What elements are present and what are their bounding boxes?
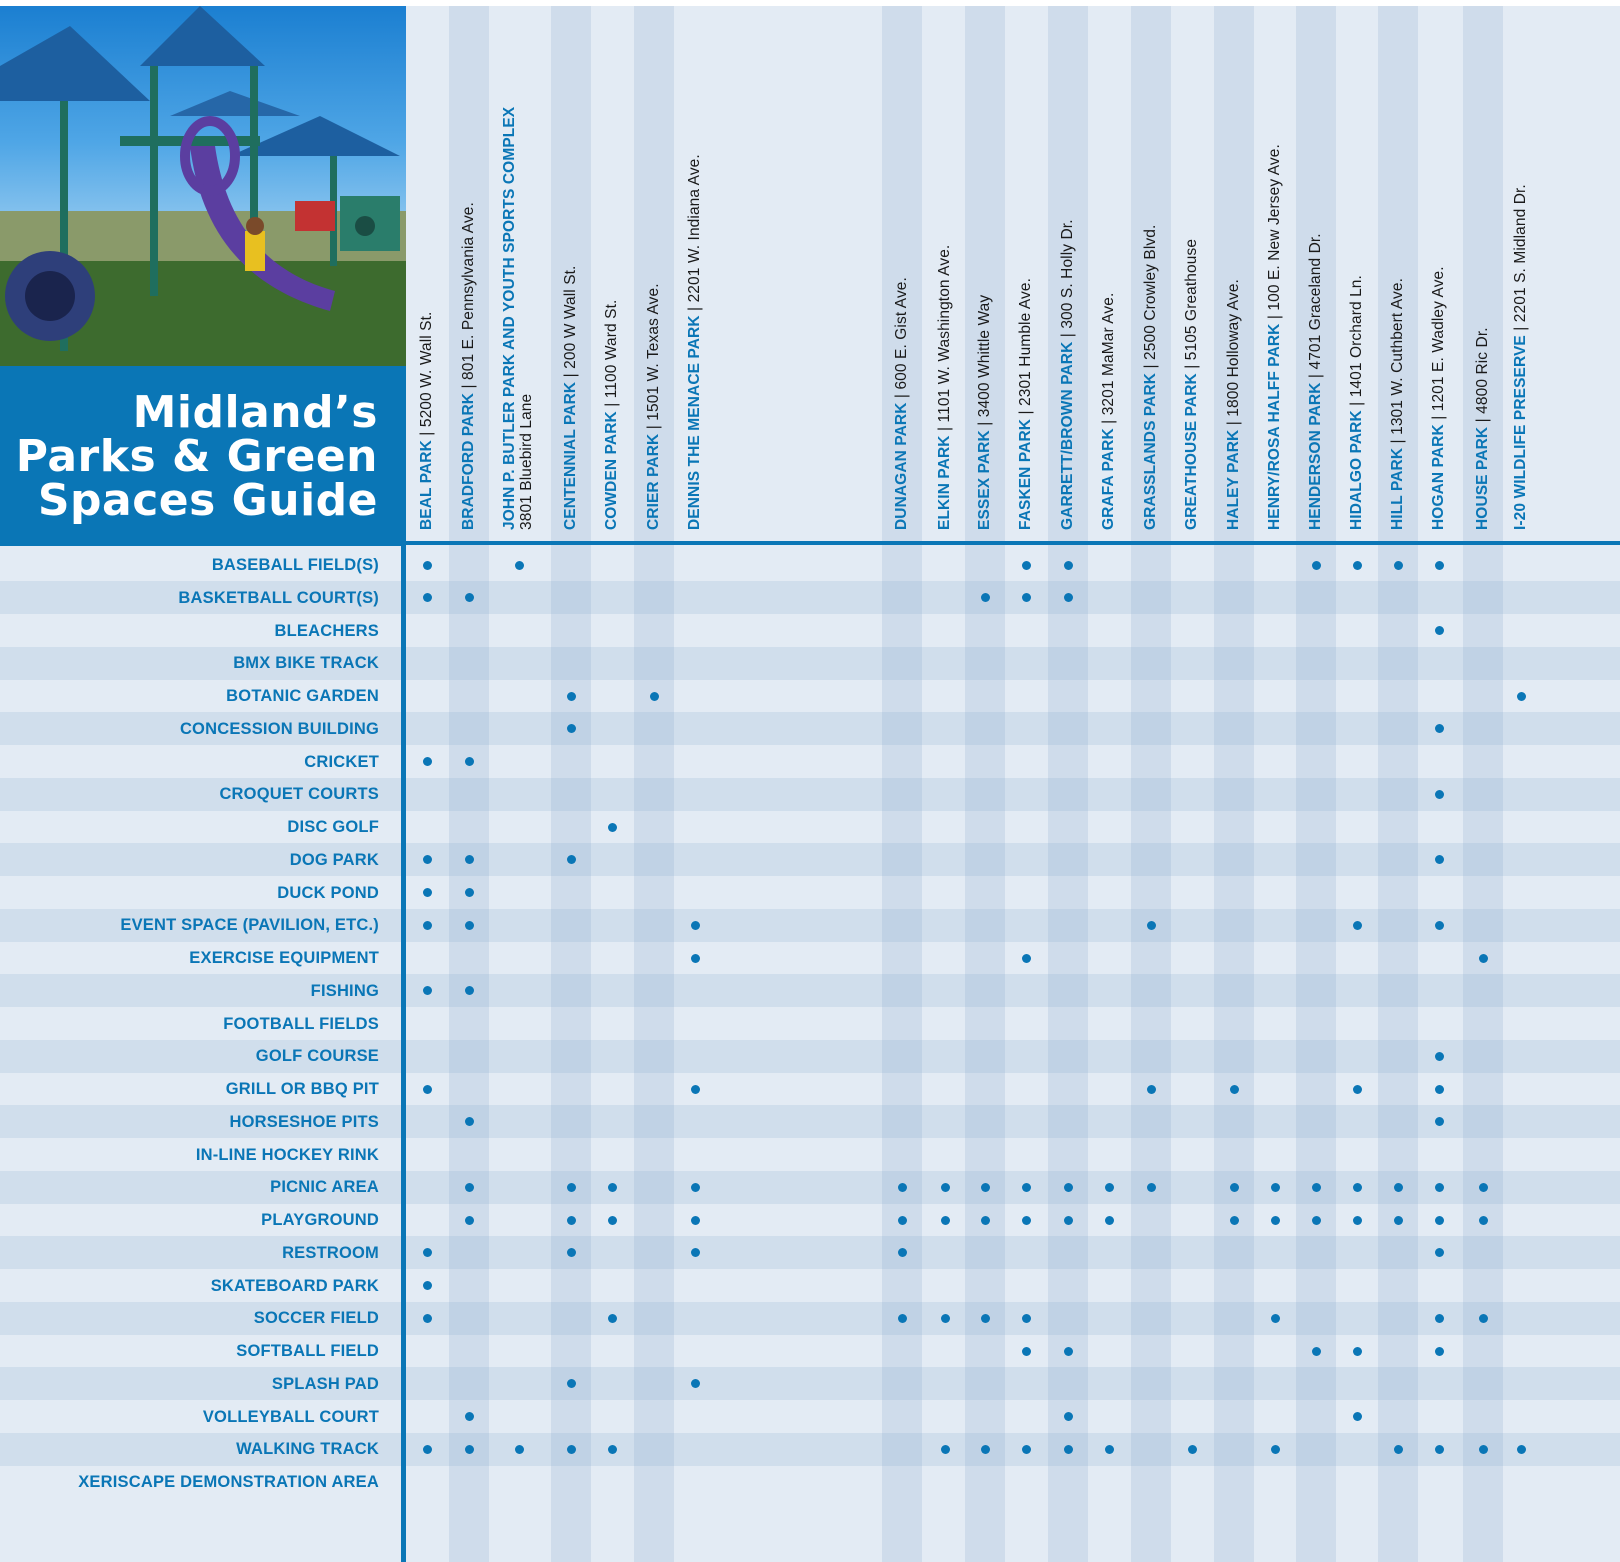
row-band	[0, 974, 1620, 1007]
availability-dot	[567, 1216, 576, 1225]
availability-dot	[941, 1314, 950, 1323]
park-separator: |	[936, 422, 953, 436]
availability-dot	[1022, 1347, 1031, 1356]
park-header	[686, 154, 703, 530]
availability-dot	[567, 692, 576, 701]
feature-label: BOTANIC GARDEN	[226, 687, 379, 705]
availability-dot	[423, 921, 432, 930]
header-divider	[402, 541, 1620, 545]
availability-dot	[691, 1085, 700, 1094]
park-name: HENDERSON PARK	[1307, 382, 1324, 530]
park-separator: |	[1307, 369, 1324, 383]
feature-label: HORSESHOE PITS	[229, 1112, 379, 1131]
park-separator: |	[1348, 397, 1365, 411]
availability-dot	[1022, 1183, 1031, 1192]
availability-dot	[423, 1445, 432, 1454]
availability-dot	[423, 757, 432, 766]
feature-label: FISHING	[310, 981, 379, 1000]
park-name: GARRETT/BROWN PARK	[1059, 341, 1076, 530]
feature-label: XERISCAPE DEMONSTRATION AREA	[78, 1473, 379, 1491]
availability-dot	[1435, 1445, 1444, 1454]
availability-dot	[465, 888, 474, 897]
availability-dot	[1271, 1445, 1280, 1454]
park-name: I-20 WILDLIFE PRESERVE	[1512, 335, 1529, 530]
availability-dot	[691, 954, 700, 963]
availability-dot	[1435, 855, 1444, 864]
availability-dot	[1312, 1347, 1321, 1356]
availability-dot	[650, 692, 659, 701]
park-header	[1512, 184, 1529, 530]
availability-dot	[1022, 1216, 1031, 1225]
availability-dot	[423, 593, 432, 602]
availability-dot	[1435, 1248, 1444, 1257]
feature-label: VOLLEYBALL COURT	[202, 1407, 379, 1426]
park-name: GREATHOUSE PARK	[1183, 373, 1200, 530]
park-name: HILL PARK	[1389, 447, 1406, 530]
availability-dot	[1147, 1183, 1156, 1192]
availability-dot	[1022, 1314, 1031, 1323]
park-name: HALEY PARK	[1225, 429, 1242, 530]
park-name: FASKEN PARK	[1017, 418, 1034, 530]
park-address: 300 S. Holly Dr.	[1059, 219, 1076, 329]
park-name: BRADFORD PARK	[460, 392, 477, 530]
availability-dot	[691, 921, 700, 930]
availability-dot	[1105, 1183, 1114, 1192]
availability-dot	[1394, 1183, 1403, 1192]
availability-dot	[1435, 1052, 1444, 1061]
availability-dot	[1353, 1216, 1362, 1225]
feature-label: GRILL OR BBQ PIT	[225, 1080, 379, 1098]
availability-dot	[981, 1314, 990, 1323]
availability-dot	[1394, 561, 1403, 570]
feature-label: SOFTBALL FIELD	[236, 1342, 379, 1360]
availability-dot	[423, 1085, 432, 1094]
availability-dot	[465, 593, 474, 602]
park-address: 2301 Humble Ave.	[1017, 278, 1034, 406]
guide-title-box	[0, 366, 406, 546]
park-name: JOHN P. BUTLER PARK AND YOUTH SPORTS COMPLEX	[501, 106, 518, 530]
park-name: BEAL PARK	[418, 440, 435, 530]
feature-label: BASEBALL FIELD(S)	[211, 556, 379, 574]
availability-dot	[1353, 921, 1362, 930]
availability-dot	[1394, 1216, 1403, 1225]
feature-label: DOG PARK	[289, 850, 379, 869]
availability-dot	[1105, 1216, 1114, 1225]
availability-dot	[1064, 1183, 1073, 1192]
availability-dot	[1064, 1216, 1073, 1225]
park-header	[1059, 219, 1076, 530]
availability-dot	[423, 855, 432, 864]
availability-dot	[608, 1445, 617, 1454]
availability-dot	[1022, 561, 1031, 570]
availability-dot	[567, 855, 576, 864]
availability-dot	[465, 757, 474, 766]
availability-dot	[1353, 561, 1362, 570]
row-band	[0, 1040, 1620, 1073]
availability-dot	[1064, 1445, 1073, 1454]
availability-dot	[1230, 1085, 1239, 1094]
park-address: 1101 W. Washington Ave.	[936, 244, 953, 423]
availability-dot	[567, 724, 576, 733]
availability-dot	[567, 1445, 576, 1454]
availability-dot	[1435, 724, 1444, 733]
availability-dot	[1147, 921, 1156, 930]
park-separator: |	[460, 379, 477, 393]
park-address: 1800 Holloway Ave.	[1225, 279, 1242, 417]
park-header	[936, 245, 953, 530]
availability-dot	[1479, 1314, 1488, 1323]
park-header	[645, 283, 662, 530]
availability-dot	[1064, 1412, 1073, 1421]
availability-dot	[1271, 1216, 1280, 1225]
availability-dot	[1022, 1445, 1031, 1454]
availability-dot	[1064, 561, 1073, 570]
park-header	[1348, 275, 1365, 530]
availability-dot	[1479, 1183, 1488, 1192]
row-band	[0, 1302, 1620, 1335]
park-name: DUNAGAN PARK	[893, 402, 910, 530]
park-address: 1501 W. Texas Ave.	[645, 283, 662, 421]
availability-dot	[465, 1117, 474, 1126]
park-name: DENNIS THE MENACE PARK	[686, 315, 703, 530]
park-name: GRAFA PARK	[1100, 428, 1117, 530]
availability-dot	[1353, 1085, 1362, 1094]
availability-dot	[1435, 626, 1444, 635]
feature-label: SKATEBOARD PARK	[210, 1276, 379, 1295]
park-address: 2201 W. Indiana Ave.	[686, 154, 703, 303]
availability-dot	[423, 1248, 432, 1257]
park-header	[1225, 279, 1242, 530]
park-header	[1183, 239, 1200, 530]
park-header	[893, 277, 910, 530]
availability-dot	[981, 1445, 990, 1454]
row-band	[0, 1367, 1620, 1400]
availability-dot	[1230, 1216, 1239, 1225]
title-line-2: Parks & Green	[15, 431, 378, 482]
availability-dot	[608, 1216, 617, 1225]
park-header	[460, 202, 477, 530]
availability-dot	[898, 1216, 907, 1225]
park-name: GRASSLANDS PARK	[1142, 372, 1159, 530]
park-name: HOGAN PARK	[1430, 424, 1447, 530]
park-address: 1401 Orchard Ln.	[1348, 275, 1365, 398]
availability-dot	[1353, 1347, 1362, 1356]
park-header	[418, 312, 435, 530]
availability-dot	[567, 1248, 576, 1257]
availability-dot	[465, 986, 474, 995]
availability-dot	[465, 1216, 474, 1225]
availability-dot	[1353, 1412, 1362, 1421]
feature-label: SPLASH PAD	[271, 1374, 379, 1393]
park-header	[1017, 278, 1034, 530]
feature-label: PICNIC AREA	[270, 1178, 379, 1197]
park-name: COWDEN PARK	[603, 411, 620, 530]
park-address: 100 E. New Jersey Ave.	[1266, 144, 1283, 311]
park-name: HENRY/ROSA HALFF PARK	[1266, 323, 1283, 530]
park-address: 3801 Bluebird Lane	[518, 393, 535, 530]
availability-dot	[423, 986, 432, 995]
availability-dot	[981, 593, 990, 602]
availability-dot	[898, 1248, 907, 1257]
availability-dot	[1517, 692, 1526, 701]
park-separator: |	[1183, 360, 1200, 374]
park-header	[1100, 293, 1117, 530]
availability-dot	[941, 1183, 950, 1192]
park-address: 2500 Crowley Blvd.	[1142, 224, 1159, 360]
availability-dot	[941, 1445, 950, 1454]
park-address: 5105 Greathouse	[1183, 238, 1200, 361]
availability-dot	[1353, 1183, 1362, 1192]
availability-dot	[1312, 1183, 1321, 1192]
park-separator: |	[1142, 359, 1159, 373]
availability-dot	[981, 1183, 990, 1192]
availability-dot	[608, 1183, 617, 1192]
feature-label: GOLF COURSE	[255, 1047, 379, 1066]
availability-dot	[981, 1216, 990, 1225]
park-separator: |	[686, 302, 703, 316]
park-header	[976, 295, 993, 530]
park-separator: |	[645, 420, 662, 434]
availability-dot	[1312, 1216, 1321, 1225]
feature-label: SOCCER FIELD	[253, 1309, 379, 1328]
playground-photo	[0, 6, 406, 366]
availability-dot	[1022, 593, 1031, 602]
availability-dot	[1435, 1347, 1444, 1356]
park-header	[603, 300, 620, 530]
availability-dot	[1435, 1183, 1444, 1192]
availability-dot	[567, 1183, 576, 1192]
feature-label: BMX BIKE TRACK	[233, 654, 379, 673]
title-line-1: Midland’s	[132, 387, 378, 438]
park-address: 200 W Wall St.	[562, 265, 579, 369]
feature-label: IN-LINE HOCKEY RINK	[195, 1145, 379, 1164]
availability-dot	[691, 1248, 700, 1257]
label-divider	[401, 546, 406, 1562]
availability-dot	[465, 1412, 474, 1421]
feature-label: WALKING TRACK	[236, 1440, 379, 1459]
park-separator: |	[1389, 434, 1406, 448]
playground-illustration	[0, 6, 406, 366]
park-separator: |	[418, 427, 435, 441]
park-header	[1389, 278, 1406, 530]
feature-label: CRICKET	[304, 752, 379, 771]
park-name: HOUSE PARK	[1474, 426, 1491, 530]
park-address: 2201 S. Midland Dr.	[1512, 184, 1529, 323]
park-address: 3400 Whittle Way	[976, 294, 993, 418]
availability-dot	[1147, 1085, 1156, 1094]
availability-dot	[1479, 954, 1488, 963]
park-separator: |	[1512, 322, 1529, 336]
availability-dot	[1435, 1085, 1444, 1094]
park-address: 4800 Ric Dr.	[1474, 327, 1491, 414]
park-address: 1100 Ward St.	[603, 299, 620, 399]
feature-label: FOOTBALL FIELDS	[223, 1014, 379, 1033]
park-separator: |	[1017, 406, 1034, 419]
availability-dot	[691, 1379, 700, 1388]
feature-label: RESTROOM	[282, 1243, 379, 1262]
availability-dot	[515, 561, 524, 570]
availability-dot	[1435, 1216, 1444, 1225]
feature-label: EVENT SPACE (PAVILION, ETC.)	[120, 916, 379, 935]
availability-dot	[1435, 921, 1444, 930]
title-line-3: Spaces Guide	[37, 475, 378, 526]
availability-dot	[691, 1216, 700, 1225]
feature-label: DISC GOLF	[287, 818, 379, 836]
availability-dot	[423, 561, 432, 570]
feature-label: DUCK POND	[277, 883, 379, 902]
park-address: 1301 W. Cuthbert Ave.	[1389, 277, 1406, 435]
feature-label: BASKETBALL COURT(S)	[178, 588, 379, 607]
park-name: CRIER PARK	[645, 433, 662, 530]
park-name: CENTENNIAL PARK	[562, 381, 579, 530]
feature-label: CROQUET COURTS	[219, 785, 379, 804]
availability-dot	[1479, 1216, 1488, 1225]
park-header	[1307, 233, 1324, 530]
park-address: 801 E. Pennsylvania Ave.	[460, 202, 477, 380]
row-band	[0, 1171, 1620, 1204]
park-header	[1430, 266, 1447, 530]
availability-dot	[1271, 1314, 1280, 1323]
availability-dot	[898, 1314, 907, 1323]
availability-dot	[1022, 954, 1031, 963]
availability-dot	[608, 823, 617, 832]
park-header	[1474, 327, 1491, 530]
park-address: 5200 W. Wall St.	[418, 311, 435, 428]
availability-dot	[465, 1183, 474, 1192]
availability-dot	[1479, 1445, 1488, 1454]
availability-dot	[515, 1445, 524, 1454]
availability-dot	[423, 1314, 432, 1323]
park-address: 4701 Graceland Dr.	[1307, 233, 1324, 370]
availability-dot	[1230, 1183, 1239, 1192]
park-separator: |	[893, 389, 910, 403]
availability-dot	[1394, 1445, 1403, 1454]
availability-dot	[1064, 1347, 1073, 1356]
availability-dot	[608, 1314, 617, 1323]
park-separator: |	[603, 398, 620, 412]
feature-label: CONCESSION BUILDING	[179, 719, 379, 738]
feature-label: BLEACHERS	[274, 621, 379, 640]
availability-dot	[465, 1445, 474, 1454]
park-name: ESSEX PARK	[976, 430, 993, 530]
availability-dot	[1312, 561, 1321, 570]
availability-dot	[567, 1379, 576, 1388]
availability-dot	[941, 1216, 950, 1225]
park-address: 600 E. Gist Ave.	[893, 277, 910, 390]
availability-dot	[1188, 1445, 1197, 1454]
park-address: 3201 MaMar Ave.	[1100, 292, 1117, 416]
availability-dot	[1435, 1117, 1444, 1126]
availability-dot	[898, 1183, 907, 1192]
availability-dot	[465, 921, 474, 930]
park-separator: |	[1266, 310, 1283, 324]
feature-label: PLAYGROUND	[261, 1211, 379, 1229]
park-separator: |	[1100, 415, 1117, 429]
park-separator: |	[1474, 413, 1491, 427]
availability-dot	[423, 1281, 432, 1290]
row-band	[0, 1236, 1620, 1269]
availability-dot	[1271, 1183, 1280, 1192]
park-name: HIDALGO PARK	[1348, 410, 1365, 530]
park-name: ELKIN PARK	[936, 435, 953, 530]
park-header	[501, 107, 535, 530]
availability-dot	[1435, 790, 1444, 799]
park-separator: |	[1225, 416, 1242, 430]
availability-dot	[691, 1183, 700, 1192]
park-separator: |	[562, 368, 579, 382]
park-header	[1266, 144, 1283, 530]
availability-dot	[423, 888, 432, 897]
feature-label: EXERCISE EQUIPMENT	[189, 949, 379, 967]
availability-dot	[465, 855, 474, 864]
park-header	[562, 266, 579, 530]
availability-dot	[1435, 1314, 1444, 1323]
park-separator: |	[1430, 411, 1447, 425]
park-address: 1201 E. Wadley Ave.	[1430, 266, 1447, 412]
row-band	[0, 843, 1620, 876]
park-separator: |	[976, 417, 993, 431]
availability-dot	[1517, 1445, 1526, 1454]
availability-dot	[1064, 593, 1073, 602]
park-header	[1142, 225, 1159, 530]
availability-dot	[1105, 1445, 1114, 1454]
availability-dot	[1435, 561, 1444, 570]
park-separator: |	[1059, 328, 1076, 342]
